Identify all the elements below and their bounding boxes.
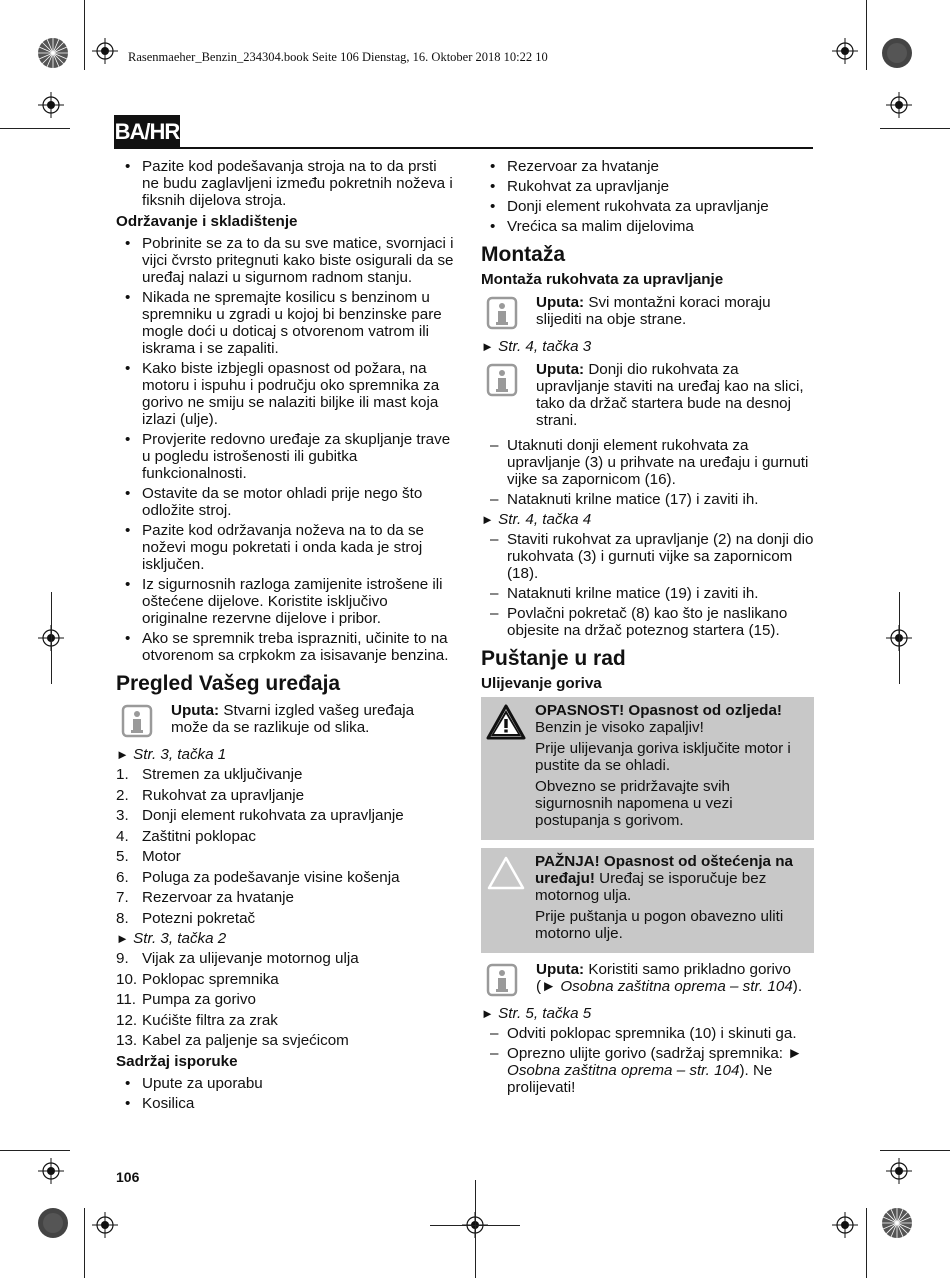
list-item: 1. Stremen za uključivanje [116, 766, 303, 783]
info-icon [486, 963, 518, 997]
arrow-right-icon: ► [481, 1006, 494, 1021]
registration-target-icon [38, 1158, 64, 1184]
figure-reference: ► Str. 3, tačka 1 [116, 746, 227, 763]
list-item: • Iz sigurnosnih razloga zamijenite istrošene ili oštećene dijelove. Koristite isključivo originalne rezervne dijelove i pribor. [116, 576, 454, 627]
registration-target-icon [886, 1158, 912, 1184]
list-item: • Donji element rukohvata za upravljanje [481, 198, 814, 215]
print-file-header: Rasenmaeher_Benzin_234304.book Seite 106 Dienstag, 16. Oktober 2018 10:22 10 [128, 50, 548, 64]
right-column [481, 158, 814, 1099]
list-item: 2. Rukohvat za upravljanje [116, 786, 305, 804]
step-item: – Staviti rukohvat za upravljanje (2) na donji dio rukohvata (3) i gurnuti vijke sa zapornicom (18). [481, 531, 814, 582]
caution-text: Uređaj se isporučuje bez motornog ulja. [535, 870, 767, 904]
list-item: 7. Rezervoar za hvatanje [116, 889, 294, 906]
color-rosette-icon [881, 37, 913, 69]
list-item: 10. Poklopac spremnika [116, 970, 279, 988]
note-label: Uputa: [536, 961, 585, 978]
registration-target-icon [92, 38, 118, 64]
note-label: Uputa: [171, 702, 220, 719]
list-item: 9. Vijak za ulijevanje motornog ulja [116, 950, 359, 967]
list-item: 8. Potezni pokretač [116, 909, 256, 927]
step-item: – Povlačni pokretač (8) kao što je naslikano objesite na držač poteznog startera (15). [481, 605, 814, 639]
danger-text: Benzin je visoko zapaljiv! [535, 719, 704, 736]
list-item: • Rukohvat za upravljanje [481, 178, 814, 195]
caution-box [481, 848, 814, 953]
list-item: • Upute za uporabu [116, 1075, 454, 1092]
color-rosette-icon [37, 1207, 69, 1239]
registration-target-icon [92, 1212, 118, 1238]
registration-target-icon [832, 38, 858, 64]
language-badge: BA/HR [114, 115, 180, 149]
maintenance-heading: Održavanje i skladištenje [116, 213, 298, 230]
figure-reference: ► Str. 4, tačka 3 [481, 338, 592, 355]
fuel-subheading: Ulijevanje goriva [481, 675, 602, 692]
arrow-right-icon: ► [787, 1045, 803, 1062]
caution-text: Prije puštanja u pogon obavezno uliti motorno ulje. [535, 908, 784, 942]
list-item: • Provjerite redovno uređaje za skupljanje trave u pogledu istrošenosti ili gubitka funkcionalnosti. [116, 431, 454, 482]
caution-title: PAŽNJA! Opasnost od oštećenja na uređaju! [535, 853, 793, 887]
note-text: Stvarni izgled vašeg uređaja može da se razlikuje od slika. [171, 702, 415, 736]
list-item: • Ostavite da se motor ohladi prije nego što odložite stroj. [116, 485, 454, 519]
note-text: Donji dio rukohvata za upravljanje staviti na uređaj kao na slici, tako da držač startera bude na desnoj strani. [536, 361, 804, 429]
list-item: 11. Pumpa za gorivo [116, 991, 256, 1008]
note-box [481, 361, 814, 429]
step-item: – Oprezno ulijte gorivo (sadržaj spremnika: ► Osobna zaštitna oprema – str. 104). Ne prolijevati! [481, 1045, 814, 1096]
list-item: 12. Kućište filtra za zrak [116, 1011, 278, 1029]
delivery-heading: Sadržaj isporuke [116, 1053, 238, 1070]
list-item: • Ako se spremnik treba isprazniti, učinite to na otvorenom sa crpkokm za isisavanje benzina. [116, 630, 454, 664]
list-item: 6. Poluga za podešavanje visine košenja [116, 868, 400, 886]
list-item: • Pobrinite se za to da su sve matice, svornjaci i vijci čvrsto pritegnuti kako biste osigurali da se uređaj nalazi u sigurnom radnom stanju. [116, 235, 454, 286]
note-text: Svi montažni koraci moraju slijediti na obje strane. [536, 294, 771, 328]
warning-triangle-icon [486, 704, 526, 740]
arrow-right-icon: ► [116, 931, 129, 946]
color-rosette-icon [37, 37, 69, 69]
list-item: 13. Kabel za paljenje sa svjećicom [116, 1032, 349, 1049]
danger-box [481, 697, 814, 840]
startup-heading: Puštanje u rad [481, 647, 626, 670]
danger-text: Prije ulijevanja goriva isključite motor i pustite da se ohladi. [535, 740, 791, 774]
info-icon [121, 704, 153, 738]
registration-target-icon [886, 92, 912, 118]
info-icon [486, 363, 518, 397]
note-box: Uputa: Koristiti samo prikladno gorivo (► Osobna zaštitna oprema – str. 104). [481, 961, 814, 997]
left-column [116, 158, 454, 1115]
registration-target-icon [832, 1212, 858, 1238]
step-item: – Nataknuti krilne matice (19) i zaviti ih. [481, 585, 814, 602]
danger-text: Obvezno se pridržavajte svih sigurnosnih napomena u vezi postupanja s gorivom. [535, 778, 733, 829]
arrow-right-icon: ► [116, 747, 129, 762]
list-item: 3. Donji element rukohvata za upravljanje [116, 807, 404, 824]
list-item: 5. Motor [116, 848, 181, 865]
list-item: • Kosilica [116, 1095, 454, 1112]
step-item: – Utaknuti donji element rukohvata za upravljanje (3) u prihvate na uređaju i gurnuti vijke sa zapornicom (16). [481, 437, 814, 488]
page-number: 106 [116, 1169, 140, 1185]
step-item: – Nataknuti krilne matice (17) i zaviti ih. [481, 491, 814, 508]
list-item: • Kako biste izbjegli opasnost od požara, na motoru i ispuhu i području oko spremnika za gorivo ne smiju se nalaziti biljke ili mast koja izlazi (ulje). [116, 360, 454, 428]
list-item: • Pazite kod održavanja noževa na to da se noževi mogu pokretati i onda kada je stroj isključen. [116, 522, 454, 573]
list-item: • Nikada ne spremajte kosilicu s benzinom u spremniku u zgradi u kojoj bi benzinske pare mogle doći u doticaj s otvorenom vatrom ili iskrama i se zapaliti. [116, 289, 454, 357]
assembly-subheading: Montaža rukohvata za upravljanje [481, 271, 724, 288]
figure-reference: ► Str. 4, tačka 4 [481, 511, 592, 528]
note-box [481, 294, 814, 330]
cross-reference-link[interactable]: Osobna zaštitna oprema – str. 104 [507, 1062, 740, 1079]
color-rosette-icon [881, 1207, 913, 1239]
figure-reference: ► Str. 3, tačka 2 [116, 930, 227, 947]
danger-title: OPASNOST! Opasnost od ozljeda! [535, 702, 782, 719]
arrow-right-icon: ► [481, 339, 494, 354]
figure-reference: ► Str. 5, tačka 5 [481, 1005, 592, 1022]
list-item: • Vrećica sa malim dijelovima [481, 218, 814, 235]
arrow-right-icon: ► [481, 512, 494, 527]
overview-heading: Pregled Vašeg uređaja [116, 672, 341, 695]
cross-reference-link[interactable]: Osobna zaštitna oprema – str. 104 [556, 978, 793, 995]
caution-triangle-icon [486, 855, 526, 891]
assembly-heading: Montaža [481, 243, 565, 266]
note-box [116, 702, 454, 738]
list-item: • Pazite kod podešavanja stroja na to da prsti ne budu zaglavljeni između pokretnih noževa i fiksnih dijelova stroja. [116, 158, 454, 209]
list-item: • Rezervoar za hvatanje [481, 158, 814, 175]
header-rule [180, 147, 813, 149]
note-label: Uputa: [536, 294, 585, 311]
registration-target-icon [38, 92, 64, 118]
note-label: Uputa: [536, 361, 585, 378]
list-item: 4. Zaštitni poklopac [116, 827, 256, 845]
info-icon [486, 296, 518, 330]
step-item: – Odviti poklopac spremnika (10) i skinuti ga. [481, 1025, 814, 1042]
arrow-right-icon: ► [541, 978, 557, 995]
